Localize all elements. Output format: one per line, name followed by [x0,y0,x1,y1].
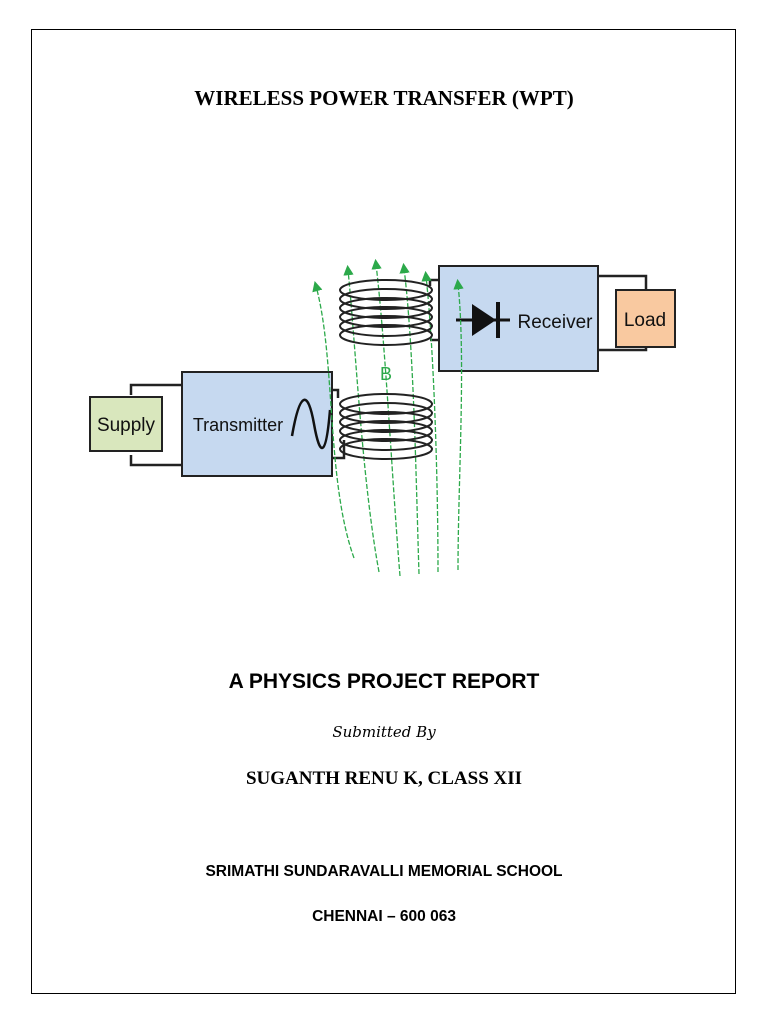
wpt-diagram [86,240,684,590]
city-line: CHENNAI – 600 063 [312,908,456,925]
school-name: SRIMATHI SUNDARAVALLI MEMORIAL SCHOOL [205,863,563,880]
report-title: A PHYSICS PROJECT REPORT [228,670,540,693]
supply-label: Supply [96,415,156,436]
author-name: SUGANTH RENU K, CLASS XII [245,768,523,789]
transmitter-label: Transmitter [192,415,284,435]
submitted-by: Submitted By [332,723,436,741]
field-label: B [379,364,393,384]
document-title: WIRELESS POWER TRANSFER (WPT) [194,86,574,110]
load-label: Load [623,310,667,331]
receiver-label: Receiver [517,312,593,333]
